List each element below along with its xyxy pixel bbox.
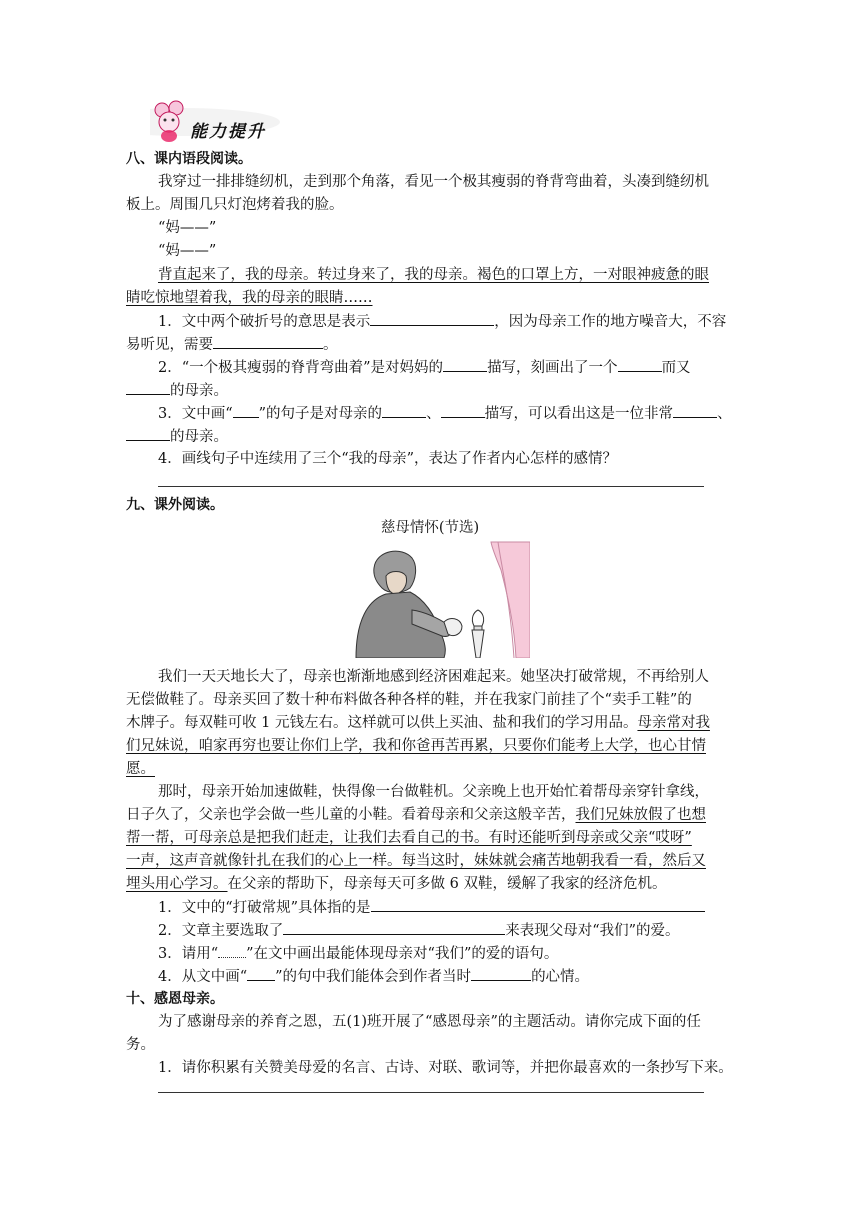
s8-paragraph-line: 我穿过一排排缝纫机，走到那个角落，看见一个极其瘦弱的脊背弯曲着，头凑到缝纫机 [158, 174, 709, 190]
s8-underlined-sentence: 睛吃惊地望着我，我的母亲的眼睛…… [126, 290, 373, 306]
s10-question-1: 1．请你积累有关赞美母爱的名言、古诗、对联、歌词等，并把你最喜欢的一条抄写下来。 [158, 1060, 733, 1076]
s10-paragraph-line: 为了感谢母亲的养育之恩，五(1)班开展了“感恩母亲”的主题活动。请你完成下面的任 [158, 1014, 701, 1030]
s10-paragraph-line: 务。 [126, 1037, 155, 1053]
s8-underlined-sentence: 背直起来了，我的母亲。转过身来了，我的母亲。褐色的口罩上方，一对眼神疲惫的眼 [158, 267, 709, 283]
s8-question-2-cont: 的母亲。 [126, 379, 738, 402]
answer-blank[interactable] [126, 379, 170, 395]
s8-question-3: 3．文中画“ ”的句子是对母亲的 、 描写，可以看出这是一位非常 、 [158, 402, 738, 425]
answer-blank[interactable] [441, 402, 485, 418]
s9-underlined-sentence: 们兄妹说，咱家再穷也要让你们上学，我和你爸再苦再累，只要你们能考上大学，也心甘情 [126, 738, 706, 754]
s9-question-4: 4．从文中画“ ”的句中我们能体会到作者当时 的心情。 [158, 965, 738, 988]
section-banner-title: 能力提升 [190, 122, 266, 142]
s9-underlined-sentence: 愿。 [126, 761, 155, 777]
s8-question-2: 2．“一个极其瘦弱的脊背弯曲着”是对妈妈的 描写，刻画出了一个 而又 [158, 356, 738, 379]
answer-blank[interactable] [618, 356, 662, 372]
underline-sample [247, 965, 275, 981]
s9-paragraph-line: 那时，母亲开始加速做鞋，快得像一台做鞋机。父亲晚上也开始忙着帮母亲穿针拿线， [158, 784, 709, 800]
passage-title: 慈母情怀(节选) [380, 520, 480, 536]
s9-question-3: 3．请用“ ”在文中画出最能体现母亲对“我们”的爱的语句。 [158, 942, 738, 965]
s9-paragraph-line: 帮一帮，可母亲总是把我们赶走，让我们去看自己的书。有时还能听到母亲或父亲“哎呀” [126, 830, 692, 846]
section-10-heading: 十、感恩母亲。 [126, 991, 224, 1007]
s9-question-2: 2．文章主要选取了 来表现父母对“我们”的爱。 [158, 919, 738, 942]
answer-line[interactable] [158, 1092, 704, 1093]
answer-blank[interactable] [443, 356, 487, 372]
answer-blank[interactable] [126, 425, 170, 441]
answer-blank[interactable] [382, 402, 426, 418]
s8-paragraph-line: 板上。周围几只灯泡烤着我的脸。 [126, 197, 344, 213]
s9-paragraph-line: 日子久了，父亲也学会做一些儿童的小鞋。看着母亲和父亲这般辛苦，我们兄妹放假了也想 [126, 807, 706, 823]
s8-dialogue-line: “妈——” [158, 243, 217, 259]
s8-question-1: 1．文中两个破折号的意思是表示 ，因为母亲工作的地方噪音大，不容 [158, 310, 738, 333]
answer-blank[interactable] [283, 919, 505, 935]
answer-blank[interactable] [673, 402, 717, 418]
answer-blank[interactable] [370, 310, 494, 326]
underline-sample [233, 402, 259, 418]
mother-sewing-illustration [346, 540, 530, 658]
s8-question-4: 4．画线句子中连续用了三个“我的母亲”，表达了作者内心怎样的感情？ [158, 451, 618, 467]
s9-paragraph-line: 木牌子。每双鞋可收 1 元钱左右。这样就可以供上买油、盐和我们的学习用品。母亲常对我 [126, 715, 710, 731]
section-8-heading: 八、课内语段阅读。 [126, 151, 252, 167]
answer-blank[interactable] [213, 333, 323, 349]
s8-dialogue-line: “妈——” [158, 220, 217, 236]
s9-paragraph-line: 我们一天天地长大了，母亲也渐渐地感到经济困难起来。她坚决打破常规，不再给别人 [158, 669, 709, 685]
section-9-heading: 九、课外阅读。 [126, 497, 224, 513]
s8-question-3-cont: 的母亲。 [126, 425, 738, 448]
wavy-underline-sample [218, 942, 246, 958]
s9-paragraph-line: 一声，这声音就像针扎在我们的心上一样。每当这时，妹妹就会痛苦地朝我看一看，然后又 [126, 853, 706, 869]
answer-blank[interactable] [471, 965, 531, 981]
answer-blank[interactable] [371, 896, 705, 912]
s9-paragraph-line: 无偿做鞋了。母亲买回了数十种布料做各种各样的鞋，并在我家门前挂了个“卖手工鞋”的 [126, 692, 692, 708]
s8-question-1-cont: 易听见，需要 。 [126, 333, 738, 356]
answer-line[interactable] [158, 486, 704, 487]
s9-paragraph-line: 埋头用心学习。在父亲的帮助下，母亲每天可多做 6 双鞋，缓解了我家的经济危机。 [126, 876, 667, 892]
s9-question-1: 1．文中的“打破常规”具体指的是 [158, 896, 738, 919]
